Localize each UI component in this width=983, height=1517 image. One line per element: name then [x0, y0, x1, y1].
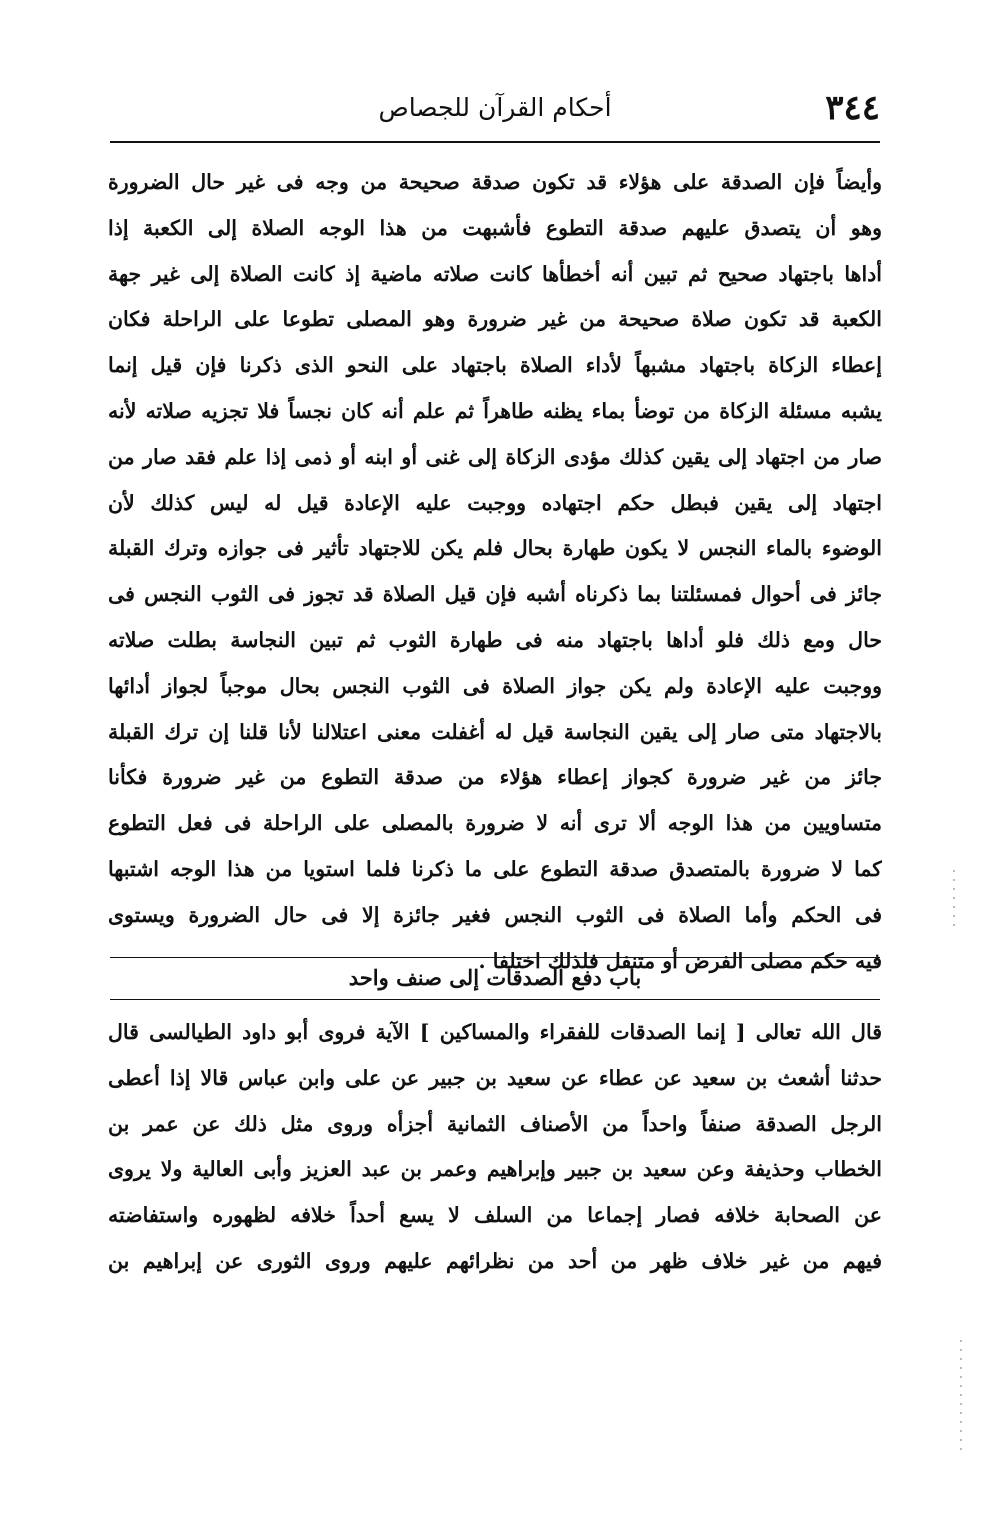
scan-speck: [960, 1340, 962, 1450]
scan-speck: [953, 870, 955, 930]
paragraph-1: [108, 160, 882, 984]
header-rule: [110, 141, 880, 143]
text-line: جائز من غير ضرورة كجواز إعطاء هؤلاء من صدقة التطوع من غير ضرورة فكأنا: [108, 765, 882, 790]
chapter-rule-bottom: [110, 999, 880, 1000]
text-line: أداها باجتهاد صحيح ثم تبين أنه أخطأها كانت صلاته ماضية إذ كانت الصلاة إلى غير جهة: [108, 261, 882, 286]
text-line: وأيضاً فإن الصدقة على هؤلاء قد تكون صدقة صحيحة من وجه فى غير حال الضرورة: [108, 170, 882, 194]
chapter-rule-top: [110, 957, 880, 958]
text-line: حدثنا أشعث بن سعيد عن عطاء عن سعيد بن جبير عن على وابن عباس قالا إذا أعطى: [108, 1065, 882, 1090]
text-line: الخطاب وحذيفة وعن سعيد بن جبير وإبراهيم وعمر بن عبد العزيز وأبى العالية ولا يروى: [108, 1157, 882, 1182]
text-line: ووجبت عليه الإعادة ولم يكن جواز الصلاة فى الثوب النجس بحال موجباً لجواز أدائها: [108, 673, 882, 698]
text-line: قال الله تعالى [ إنما الصدقات للفقراء والمساكين ] الآية فروى أبو داود الطيالسى قال: [108, 1020, 882, 1044]
text-line: بالاجتهاد متى صار إلى يقين النجاسة قيل له أغفلت معنى اعتلالنا لأنا قلنا إن ترك القبلة: [108, 719, 882, 744]
text-line: يشبه مسئلة الزكاة من توضأ بماء يظنه طاهراً ثم علم أنه كان نجساً فلا تجزيه صلاته لأنه: [108, 398, 882, 423]
text-line: جائز فى أحوال فمسئلتنا بما ذكرناه أشبه فإن قيل الصلاة قد تجوز فى الثوب النجس فى: [108, 582, 882, 607]
text-line: الرجل الصدقة صنفاً واحداً من الأصناف الثمانية أجزأه وروى مثل ذلك عن عمر بن: [108, 1111, 882, 1136]
text-line: الوضوء بالماء النجس لا يكون طهارة بحال فلم يكن للاجتهاد تأثير فى جوازه وترك القبلة: [108, 536, 882, 561]
running-title: أحكام القرآن للجصاص: [378, 93, 612, 122]
text-line: صار من اجتهاد إلى يقين كذلك مؤدى الزكاة إلى غنى أو ابنه أو ذمى إذا علم فقد صار من: [108, 444, 882, 469]
page-number: ٣٤٤: [825, 88, 880, 128]
text-line: اجتهاد إلى يقين فبطل حكم اجتهاده ووجبت عليه الإعادة قيل له ليس كذلك لأن: [108, 490, 882, 515]
text-line: إعطاء الزكاة باجتهاد مشبهاً لأداء الصلاة باجتهاد على النحو الذى ذكرنا فإن قيل إنما: [108, 353, 882, 378]
chapter-title: باب دفع الصدقات إلى صنف واحد: [348, 965, 642, 990]
text-line: كما لا ضرورة بالمتصدق صدقة التطوع على ما ذكرنا فلما استويا من هذا الوجه اشتبها: [108, 856, 882, 881]
page-header: [110, 84, 880, 136]
paragraph-2: [108, 1010, 882, 1285]
text-line: فيه حكم مصلى الفرض أو متنفل فلذلك اختلفا .: [478, 948, 882, 973]
text-line: فى الحكم وأما الصلاة فى الثوب النجس فغير جائزة إلا فى حال الضرورة ويستوى: [108, 902, 882, 927]
text-line: الكعبة قد تكون صلاة صحيحة من غير ضرورة وهو المصلى تطوعا على الراحلة فكان: [108, 307, 882, 332]
text-line: متساويين من هذا الوجه ألا ترى أنه لا ضرورة بالمصلى على الراحلة فى فعل التطوع: [108, 811, 882, 836]
text-line: عن الصحابة خلافه فصار إجماعا من السلف لا يسع أحداً خلافه لظهوره واستفاضته: [108, 1203, 882, 1228]
text-line: وهو أن يتصدق عليهم صدقة التطوع فأشبهت من هذا الوجه الصلاة إلى الكعبة إذا: [108, 215, 882, 240]
text-line: فيهم من غير خلاف ظهر من أحد من نظرائهم عليهم وروى الثورى عن إبراهيم بن: [108, 1248, 882, 1273]
text-line: حال ومع ذلك فلو أداها باجتهاد منه فى طهارة الثوب ثم تبين النجاسة بطلت صلاته: [108, 627, 882, 652]
